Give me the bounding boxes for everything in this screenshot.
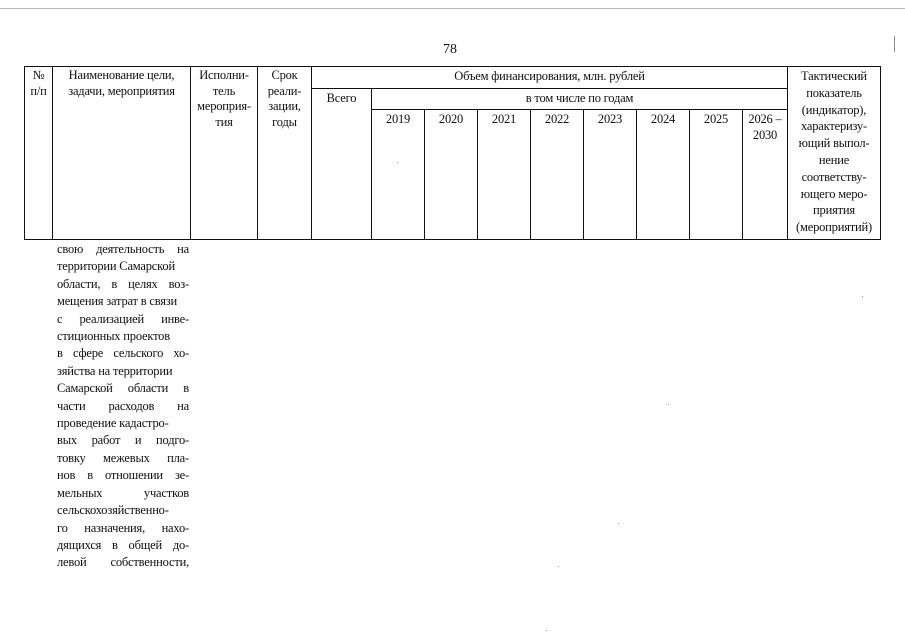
continuation-text xyxy=(57,241,189,572)
col-divider xyxy=(636,109,637,240)
text-line: территории Самарской xyxy=(57,259,175,274)
year-2020: 2020 xyxy=(438,112,464,126)
text-line: стиционных проектов xyxy=(57,329,170,344)
text-line: вых работ и подго- xyxy=(57,433,189,448)
table-top-border xyxy=(24,66,881,67)
col-divider xyxy=(371,88,372,240)
header-by-years: в том числе по годам xyxy=(525,91,634,105)
years-divider xyxy=(371,109,787,110)
scan-top-edge xyxy=(0,8,905,9)
text-line: части расходов на xyxy=(57,398,189,413)
header-total: Всего xyxy=(326,91,357,105)
scan-speck xyxy=(618,523,619,524)
scan-speck xyxy=(397,162,398,163)
header-term: Срок реали- зации, годы xyxy=(267,68,302,129)
col-divider xyxy=(583,109,584,240)
header-num: № п/п xyxy=(30,68,47,98)
text-line: мельных участков xyxy=(57,485,189,500)
scan-margin-mark xyxy=(894,36,895,52)
col-divider xyxy=(477,109,478,240)
header-indicator: Тактический показатель (индикатор), характеризу- ющий выпол- нение соответству- ющего меро- приятия (мероприятий) xyxy=(796,69,872,235)
year-2024: 2024 xyxy=(650,112,676,126)
header-funding: Объем финансирования, млн. рублей xyxy=(454,69,645,83)
year-2022: 2022 xyxy=(544,112,570,126)
header-name: Наименование цели, задачи, мероприятия xyxy=(68,68,175,98)
text-line: нов в отношении зе- xyxy=(57,468,189,483)
text-line: дящихся в общей до- xyxy=(57,537,189,552)
col-divider xyxy=(689,109,690,240)
scan-speck xyxy=(668,404,669,405)
table-right-border xyxy=(880,66,881,240)
year-2023: 2023 xyxy=(597,112,623,126)
text-line: с реализацией инве- xyxy=(57,311,189,326)
text-line: Самарской области в xyxy=(57,381,189,396)
text-line: свою деятельность на xyxy=(57,242,189,256)
text-line: левой собственности, xyxy=(57,555,189,570)
year-2025: 2025 xyxy=(703,112,729,126)
page-number: 78 xyxy=(443,42,457,57)
text-line: области, в целях воз- xyxy=(57,276,189,291)
col-divider xyxy=(530,109,531,240)
text-line: товку межевых пла- xyxy=(57,450,189,465)
scan-speck xyxy=(546,630,547,631)
funding-divider xyxy=(311,88,787,89)
text-line: в сфере сельского хо- xyxy=(57,346,189,361)
text-line: сельскохозяйственно- xyxy=(57,503,169,518)
year-2026-2030: 2026 – 2030 xyxy=(748,112,782,142)
scan-speck xyxy=(558,566,559,567)
text-line: проведение кадастро- xyxy=(57,416,169,431)
year-2019: 2019 xyxy=(385,112,411,126)
scan-speck xyxy=(862,296,863,297)
text-line: зяйства на территории xyxy=(57,363,173,378)
year-2021: 2021 xyxy=(491,112,517,126)
col-divider xyxy=(424,109,425,240)
text-line: мещения затрат в связи xyxy=(57,294,178,309)
text-line: го назначения, нахо- xyxy=(57,520,189,535)
table-bottom-border xyxy=(24,239,881,240)
header-executor: Исполни- тель мероприя- тия xyxy=(197,68,251,129)
